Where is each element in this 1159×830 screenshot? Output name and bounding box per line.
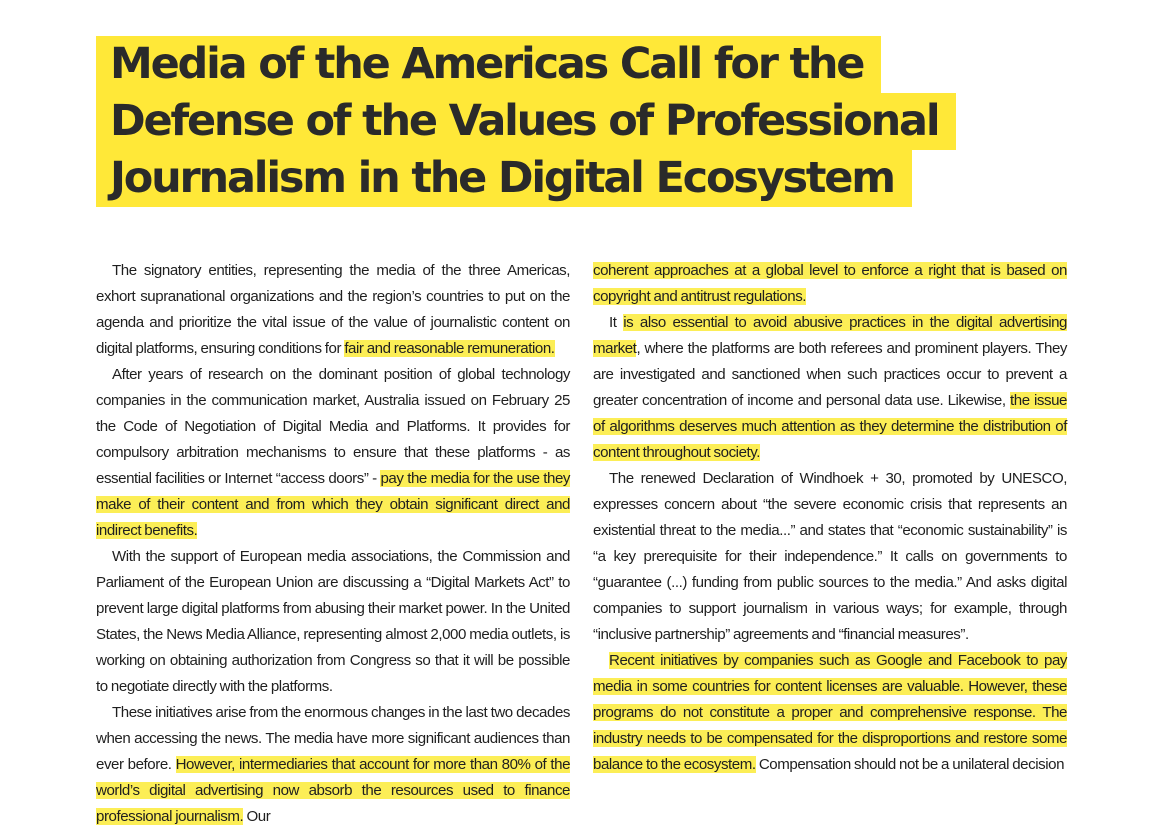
paragraph-abusive-practices (593, 310, 1067, 466)
highlighted-text: fair and reasonable remuneration. (344, 340, 555, 357)
highlighted-text: coherent approaches at a global level to enforce a right that is based on copyright and antitrust regulations. (593, 262, 1067, 305)
paragraph-text: After years of research on the dominant position of global technology companies in the communication market, Australia issued on February 25 the Code of Negotiation of Digital Media and Platforms. It provides for compulsory arbitration mechanisms to ensure that these platforms - as essential facilities or Internet “access doors” - (96, 366, 570, 487)
paragraph-text: With the support of European media associations, the Commission and Parliament of the European Union are discussing a “Digital Markets Act” to prevent large digital platforms from abusing their market power. In the United States, the News Media Alliance, representing almost 2,000 media outlets, is working on obtaining authorization from Congress so that it will be possible to negotiate directly with the platforms. (96, 548, 570, 695)
paragraph-text: , where the platforms are both referees and prominent players. They are investigated and sanctioned when such practices occur to prevent a greater concentration of income and personal data use. Likewise, (593, 340, 1067, 409)
highlighted-text: Recent initiatives by companies such as Google and Facebook to pay media in some countries for content licenses are valuable. However, these programs do not constitute a proper and comprehensive response. The industry needs to be compensated for the disproportions and restore some balance to the ecosystem. (593, 652, 1067, 773)
paragraph-australia-code (96, 362, 570, 544)
paragraph-european-union (96, 544, 570, 700)
paragraph-text: The renewed Declaration of Windhoek + 30, promoted by UNESCO, expresses concern about “the severe economic crisis that represents an existential threat to the media...” and states that “economic sustainability” is “a key prerequisite for their independence.” It calls on governments to “guarantee (...) funding from public sources to the media.” And asks digital companies to support journalism in various ways; for example, through “inclusive partnership” agreements and “financial measures”. (593, 470, 1067, 643)
paragraph-text: Compensation should not be a unilateral decision (755, 756, 1065, 773)
highlighted-text: However, intermediaries that account for more than 80% of the world’s digital advertising now absorb the resources used to finance professional journalism. (96, 756, 571, 825)
paragraph-signatory-entities (96, 258, 570, 362)
title-line-1: Media of the Americas Call for the (96, 36, 881, 93)
paragraph-tail: Our (243, 808, 271, 825)
paragraph-recent-initiatives (593, 648, 1067, 778)
left-column (96, 258, 570, 830)
paragraph-initiatives (96, 700, 570, 830)
right-column (593, 258, 1067, 778)
title-line-3: Journalism in the Digital Ecosystem (96, 150, 912, 207)
paragraph-windhoek (593, 466, 1067, 648)
highlighted-text: is also essential to avoid abusive practices in the digital advertising market (593, 314, 1068, 357)
paragraph-lead: It (609, 314, 624, 331)
article-title (96, 36, 956, 207)
highlighted-text: pay the media for the use they make of their content and from which they obtain significant direct and indirect benefits. (96, 470, 570, 539)
paragraph-continued (593, 258, 1067, 310)
paragraph-text: The signatory entities, representing the media of the three Americas, exhort supranational organizations and the region’s countries to put on the agenda and prioritize the vital issue of the value of journalistic content on digital platforms, ensuring conditions for (96, 262, 570, 357)
title-line-2: Defense of the Values of Professional (96, 93, 956, 150)
highlighted-text: the issue of algorithms deserves much attention as they determine the distribution of content throughout society. (593, 392, 1067, 461)
paragraph-text: These initiatives arise from the enormous changes in the last two decades when accessing the news. The media have more significant audiences than ever before. (96, 704, 570, 773)
